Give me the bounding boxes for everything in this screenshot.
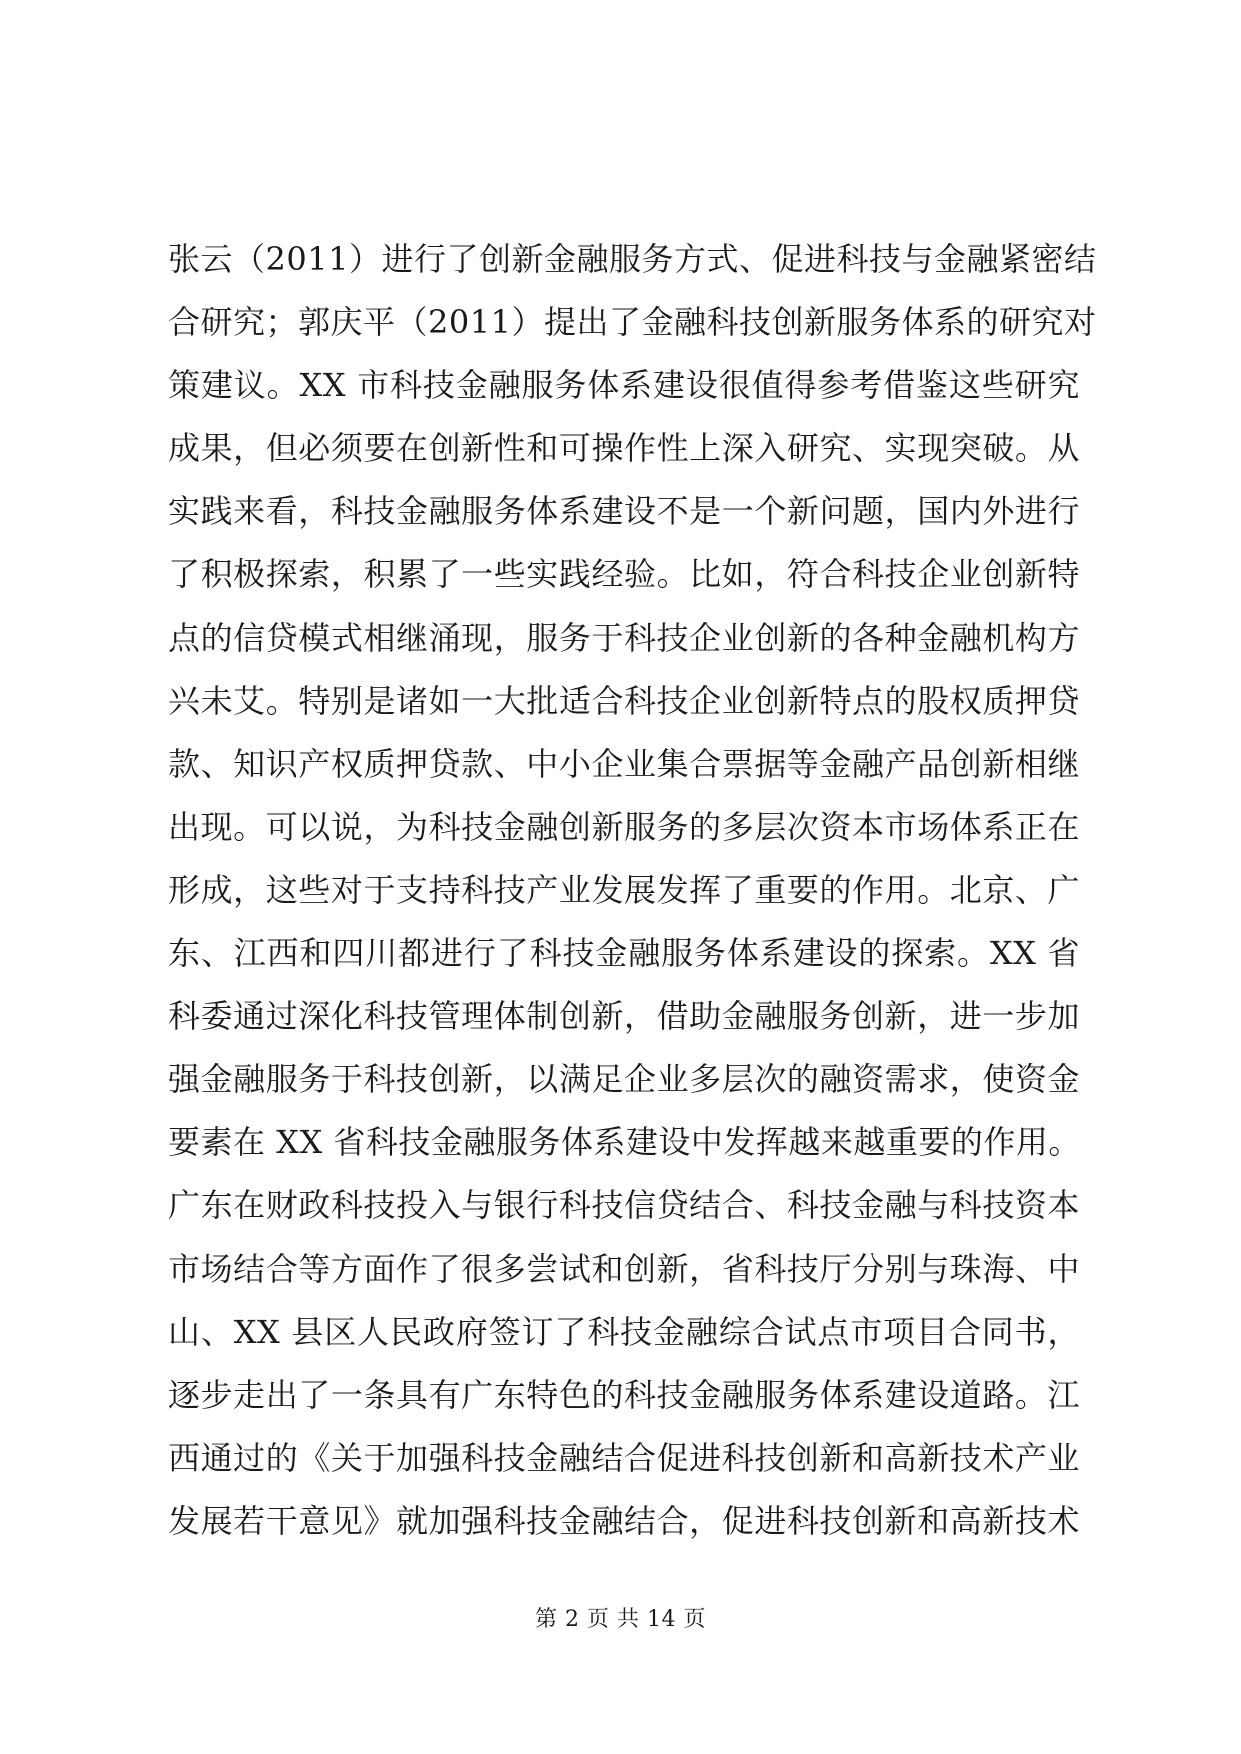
text-line: 东、江西和四川都进行了科技金融服务体系建设的探索。XX 省 <box>168 934 1080 973</box>
text-line: 形成，这些对于支持科技产业发展发挥了重要的作用。北京、广 <box>168 870 1080 909</box>
text-line: 款、知识产权质押贷款、中小企业集合票据等金融产品创新相继 <box>168 744 1080 783</box>
text-line: 兴未艾。特别是诸如一大批适合科技企业创新特点的股权质押贷 <box>168 681 1080 720</box>
text-line: 市场结合等方面作了很多尝试和创新，省科技厅分别与珠海、中 <box>168 1249 1080 1288</box>
text-line: 实践来看，科技金融服务体系建设不是一个新问题，国内外进行 <box>168 492 1080 531</box>
text-line: 强金融服务于科技创新，以满足企业多层次的融资需求，使资金 <box>168 1060 1080 1099</box>
text-line: 发展若干意见》就加强科技金融结合，促进科技创新和高新技术 <box>168 1501 1080 1540</box>
text-line: 山、XX 县区人民政府签订了科技金融综合试点市项目合同书， <box>168 1312 1080 1351</box>
body-text <box>168 228 1097 1553</box>
text-line: 张云（2011）进行了创新金融服务方式、促进科技与金融紧密结 <box>168 240 1097 278</box>
text-line: 出现。可以说，为科技金融创新服务的多层次资本市场体系正在 <box>168 807 1080 846</box>
text-line: 西通过的《关于加强科技金融结合促进科技创新和高新技术产业 <box>168 1438 1080 1477</box>
text-line: 点的信贷模式相继涌现，服务于科技企业创新的各种金融机构方 <box>168 618 1080 657</box>
text-line: 科委通过深化科技管理体制创新，借助金融服务创新，进一步加 <box>168 997 1080 1036</box>
text-line: 逐步走出了一条具有广东特色的科技金融服务体系建设道路。江 <box>168 1375 1080 1414</box>
page-number-footer: 第 2 页 共 14 页 <box>535 1607 706 1632</box>
text-line: 成果，但必须要在创新性和可操作性上深入研究、实现突破。从 <box>168 429 1080 468</box>
text-line: 了积极探索，积累了一些实践经验。比如，符合科技企业创新特 <box>168 555 1080 594</box>
text-line: 策建议。XX 市科技金融服务体系建设很值得参考借鉴这些研究 <box>168 366 1080 405</box>
text-line: 合研究；郭庆平（2011）提出了金融科技创新服务体系的研究对 <box>168 303 1097 342</box>
text-line: 广东在财政科技投入与银行科技信贷结合、科技金融与科技资本 <box>168 1186 1080 1225</box>
text-line: 要素在 XX 省科技金融服务体系建设中发挥越来越重要的作用。 <box>168 1123 1081 1162</box>
